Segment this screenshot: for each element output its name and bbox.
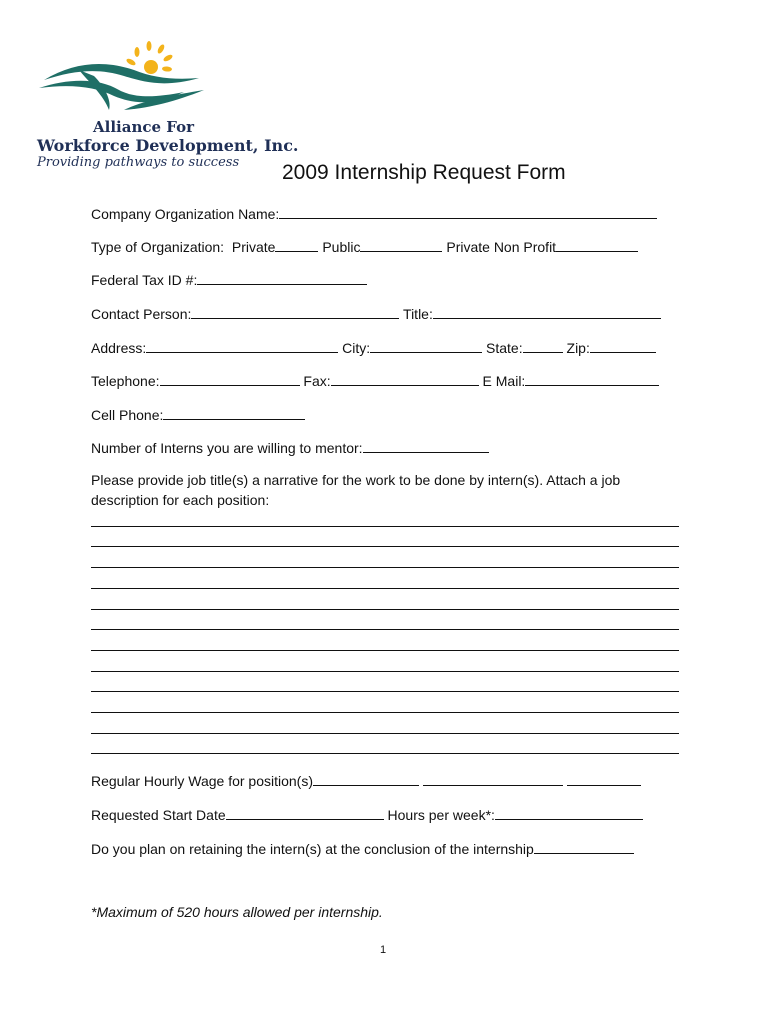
hours-footnote: *Maximum of 520 hours allowed per internship.: [91, 904, 383, 920]
org-name-line1: Alliance For: [93, 118, 194, 136]
cell-row: [91, 405, 305, 424]
phone-row: [91, 371, 659, 390]
telephone-label: Telephone:: [91, 373, 160, 389]
wage-row: [91, 771, 641, 790]
address-label: Address:: [91, 340, 147, 356]
retain-field[interactable]: [534, 839, 634, 854]
narrative-line[interactable]: [91, 588, 679, 589]
narrative-line[interactable]: [91, 712, 679, 713]
org-name-line2: Workforce Development, Inc.: [37, 136, 299, 155]
narrative-line[interactable]: [91, 650, 679, 651]
fax-field[interactable]: [331, 371, 479, 386]
narrative-line[interactable]: [91, 671, 679, 672]
narrative-line[interactable]: [91, 691, 679, 692]
tax-id-label: Federal Tax ID #:: [91, 272, 198, 288]
interns-label: Number of Interns you are willing to mentor:: [91, 440, 363, 456]
contact-label: Contact Person:: [91, 306, 192, 322]
zip-label: Zip:: [566, 340, 590, 356]
narrative-line[interactable]: [91, 546, 679, 547]
zip-field[interactable]: [590, 338, 656, 353]
email-field[interactable]: [525, 371, 659, 386]
address-field[interactable]: [146, 338, 338, 353]
narrative-prompt: Please provide job title(s) a narrative for the work to be done by intern(s). Attach a job description for each position:: [91, 472, 621, 508]
contact-title-field[interactable]: [433, 304, 661, 319]
org-type-public-label: Public: [322, 239, 361, 255]
state-field[interactable]: [523, 338, 563, 353]
wage-field-1[interactable]: [313, 771, 419, 786]
contact-row: [91, 304, 661, 323]
wage-field-2[interactable]: [423, 771, 563, 786]
retain-label: Do you plan on retaining the intern(s) at the conclusion of the internship: [91, 841, 534, 857]
org-tagline: Providing pathways to success: [37, 155, 240, 170]
org-type-public-field[interactable]: [360, 237, 442, 252]
telephone-field[interactable]: [160, 371, 300, 386]
narrative-line[interactable]: [91, 526, 679, 527]
org-type-nonprofit-field[interactable]: [556, 237, 638, 252]
fax-label: Fax:: [303, 373, 331, 389]
city-label: City:: [342, 340, 371, 356]
start-row: [91, 805, 643, 824]
narrative-line[interactable]: [91, 753, 679, 754]
narrative-line[interactable]: [91, 609, 679, 610]
interns-row: [91, 438, 489, 457]
org-type-private-label: Private: [231, 239, 276, 255]
start-date-field[interactable]: [226, 805, 384, 820]
company-row: [91, 204, 657, 223]
tax-id-field[interactable]: [197, 270, 367, 285]
narrative-line[interactable]: [91, 629, 679, 630]
page-number: 1: [380, 944, 387, 956]
tax-id-row: [91, 270, 367, 289]
wage-label: Regular Hourly Wage for position(s): [91, 773, 314, 789]
org-type-label: Type of Organization:: [91, 239, 225, 255]
sun-river-logo-icon: [34, 40, 244, 130]
wage-field-3[interactable]: [567, 771, 641, 786]
org-type-nonprofit-label: Private Non Profit: [446, 239, 557, 255]
org-type-private-field[interactable]: [275, 237, 318, 252]
interns-field[interactable]: [363, 438, 489, 453]
cell-label: Cell Phone:: [91, 407, 164, 423]
org-type-row: [91, 237, 638, 256]
address-row: [91, 338, 656, 357]
email-label: E Mail:: [482, 373, 526, 389]
hours-field[interactable]: [495, 805, 643, 820]
narrative-line[interactable]: [91, 733, 679, 734]
start-date-label: Requested Start Date: [91, 807, 226, 823]
form-title: 2009 Internship Request Form: [282, 161, 566, 184]
hours-label: Hours per week*:: [387, 807, 495, 823]
company-label: Company Organization Name:: [91, 206, 280, 222]
contact-field[interactable]: [191, 304, 399, 319]
contact-title-label: Title:: [403, 306, 433, 322]
state-label: State:: [486, 340, 523, 356]
retain-row: [91, 839, 634, 858]
narrative-line[interactable]: [91, 567, 679, 568]
city-field[interactable]: [370, 338, 482, 353]
cell-field[interactable]: [163, 405, 305, 420]
company-field[interactable]: [279, 204, 657, 219]
